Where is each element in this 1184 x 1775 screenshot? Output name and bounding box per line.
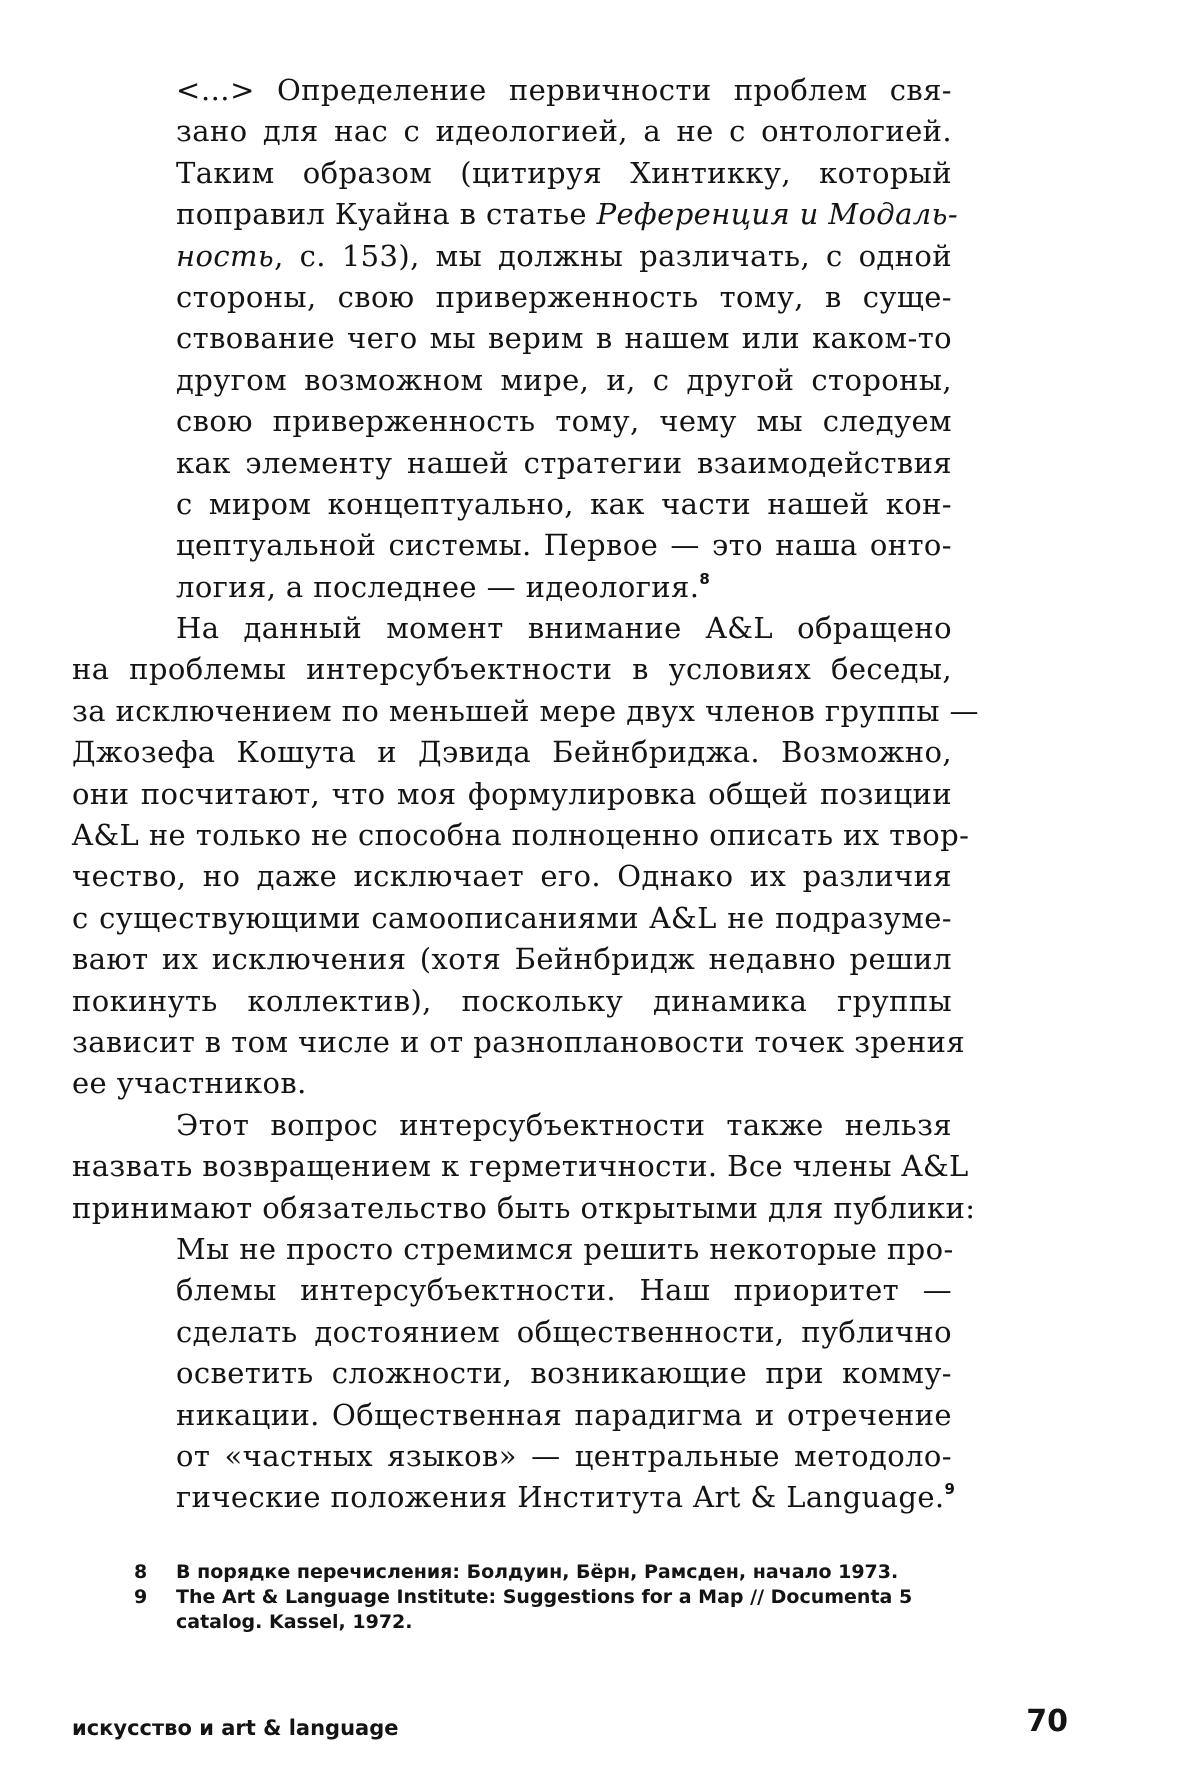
article-title-italic-end: ность bbox=[176, 238, 275, 273]
text-line: осветить сложности, возникающие при комму- bbox=[176, 1356, 952, 1391]
text-line: с миром концептуально, как части нашей кон- bbox=[176, 486, 952, 521]
text-line: ее участников. bbox=[72, 1066, 307, 1101]
footnote-8 bbox=[134, 1560, 954, 1585]
text-segment: логия, а последнее — идеология. bbox=[176, 569, 700, 604]
quote-block-1 bbox=[72, 70, 959, 608]
text-line: Этот вопрос интерсубъектности также нельзя bbox=[176, 1107, 952, 1142]
text-line: от «частных языков» — центральные методоло- bbox=[176, 1438, 952, 1473]
text-line: чество, но даже исключает его. Однако их различия bbox=[72, 859, 952, 894]
text-segment: , с. 153), мы должны различать, с одной bbox=[274, 238, 952, 273]
quote-block-2 bbox=[72, 1229, 956, 1519]
text-segment: гические положения Института Art & Language. bbox=[176, 1480, 945, 1515]
text-line: На данный момент внимание A&L обращено bbox=[176, 611, 952, 646]
text-line: другом возможном мире, и, с другой стороны, bbox=[176, 362, 952, 397]
footnote-9 bbox=[134, 1585, 954, 1635]
text-line: стороны, свою приверженность тому, в суще- bbox=[176, 279, 952, 314]
text-line: A&L не только не способна полноценно описать их твор- bbox=[72, 818, 970, 853]
running-title: искусство и art & language bbox=[72, 1716, 399, 1740]
text-line bbox=[72, 194, 959, 235]
text-line bbox=[72, 1477, 956, 1518]
text-line: вают их исключения (хотя Бейнбридж недавно решил bbox=[72, 942, 952, 977]
article-title-italic: Референция и Модаль- bbox=[596, 197, 959, 232]
text-line: за исключением по меньшей мере двух членов группы — bbox=[72, 693, 979, 728]
footnote-text: The Art & Language Institute: Suggestions for a Map // Documenta 5 catalog. Kassel, 1972. bbox=[176, 1586, 913, 1633]
main-text bbox=[72, 70, 979, 1519]
text-line: сделать достоянием общественности, публично bbox=[176, 1314, 952, 1349]
text-line: назвать возвращением к герметичности. Все члены A&L bbox=[72, 1149, 969, 1184]
paragraph-2 bbox=[72, 1105, 976, 1229]
text-line: покинуть коллектив), поскольку динамика группы bbox=[72, 983, 952, 1018]
text-line: <…> Определение первичности проблем свя- bbox=[176, 73, 952, 107]
text-line: ствование чего мы верим в нашем или каком-то bbox=[176, 321, 952, 356]
footnote-ref-8[interactable]: 8 bbox=[699, 569, 711, 588]
footnote-text: В порядке перечисления: Болдуин, Бёрн, Рамсден, начало 1973. bbox=[176, 1561, 899, 1583]
text-line: цептуальной системы. Первое — это наша онто- bbox=[176, 528, 952, 563]
footnotes bbox=[134, 1560, 954, 1635]
text-line: никации. Общественная парадигма и отречение bbox=[176, 1397, 952, 1432]
text-segment: поправил Куайна в статье bbox=[176, 197, 597, 232]
text-line: блемы интерсубъектности. Наш приоритет — bbox=[176, 1273, 952, 1308]
paragraph-1 bbox=[72, 608, 979, 1105]
text-line: зависит в том числе и от разноплановости точек зрения bbox=[72, 1024, 966, 1059]
text-line: с существующими самоописаниями A&L не подразуме- bbox=[72, 900, 952, 935]
text-line bbox=[72, 236, 952, 277]
text-line: Таким образом (цитируя Хинтикку, который bbox=[176, 155, 952, 190]
text-line: они посчитают, что моя формулировка общей позиции bbox=[72, 776, 952, 811]
page-number: 70 bbox=[1026, 1704, 1068, 1739]
text-line: принимают обязательство быть открытыми для публики: bbox=[72, 1190, 976, 1225]
footnote-ref-9[interactable]: 9 bbox=[944, 1480, 956, 1499]
text-line: на проблемы интерсубъектности в условиях беседы, bbox=[72, 652, 952, 687]
text-line bbox=[72, 567, 952, 608]
footnote-number: 9 bbox=[134, 1586, 148, 1608]
text-line: свою приверженность тому, чему мы следуем bbox=[176, 404, 952, 439]
footnote-number: 8 bbox=[134, 1561, 148, 1583]
text-line: как элементу нашей стратегии взаимодействия bbox=[176, 445, 952, 480]
text-line: Мы не просто стремимся решить некоторые про- bbox=[176, 1231, 954, 1266]
text-line: зано для нас с идеологией, а не с онтологией. bbox=[176, 114, 952, 149]
text-line: Джозефа Кошута и Дэвида Бейнбриджа. Возможно, bbox=[72, 735, 952, 770]
